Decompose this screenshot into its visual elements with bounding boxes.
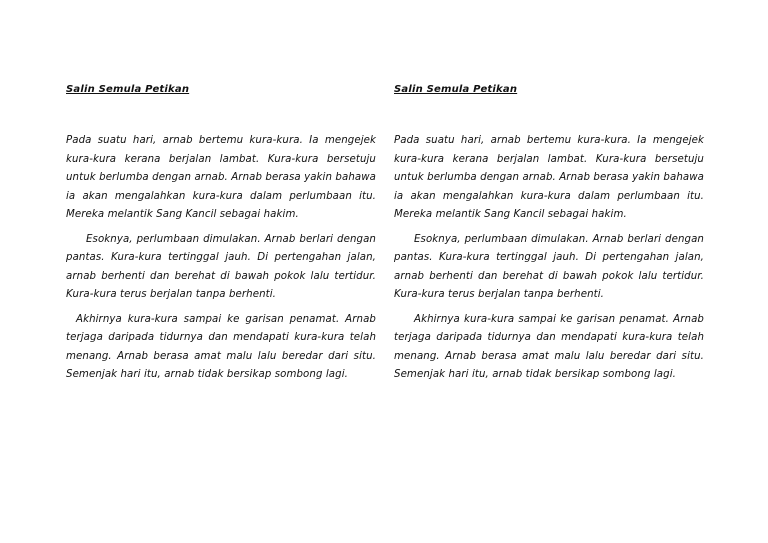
- paragraph-1: Pada suatu hari, arnab bertemu kura-kura. Ia mengejek kura-kura kerana berjalan lambat. Kura-kura bersetuju untuk berlumba dengan arnab. Arnab berasa yakin bahawa ia akan mengalahkan kura-kura dalam perlumbaan itu. Mereka melantik Sang Kancil sebagai hakim.: [66, 135, 376, 220]
- paragraph-1: Pada suatu hari, arnab bertemu kura-kura. Ia mengejek kura-kura kerana berjalan lambat. Kura-kura bersetuju untuk berlumba dengan arnab. Arnab berasa yakin bahawa ia akan mengalahkan kura-kura dalam perlumbaan itu. Mereka melantik Sang Kancil sebagai hakim.: [394, 135, 704, 220]
- section-title: Salin Semula Petikan: [394, 84, 518, 95]
- right-column: [394, 84, 704, 391]
- section-title: Salin Semula Petikan: [66, 84, 190, 95]
- left-column: [66, 84, 376, 391]
- paragraph-2: Esoknya, perlumbaan dimulakan. Arnab berlari dengan pantas. Kura-kura tertinggal jauh. Di pertengahan jalan, arnab berhenti dan berehat di bawah pokok lalu tertidur. Kura-kura terus berjalan tanpa berhenti.: [394, 233, 704, 300]
- paragraph-3: Akhirnya kura-kura sampai ke garisan penamat. Arnab terjaga daripada tidurnya dan mendapati kura-kura telah menang. Arnab berasa amat malu lalu beredar dari situ. Semenjak hari itu, arnab tidak bersikap sombong lagi.: [394, 313, 704, 380]
- paragraph-3: Akhirnya kura-kura sampai ke garisan penamat. Arnab terjaga daripada tidurnya dan mendapati kura-kura telah menang. Arnab berasa amat malu lalu beredar dari situ. Semenjak hari itu, arnab tidak bersikap sombong lagi.: [66, 313, 376, 380]
- paragraph-2: Esoknya, perlumbaan dimulakan. Arnab berlari dengan pantas. Kura-kura tertinggal jauh. Di pertengahan jalan, arnab berhenti dan berehat di bawah pokok lalu tertidur. Kura-kura terus berjalan tanpa berhenti.: [66, 233, 376, 300]
